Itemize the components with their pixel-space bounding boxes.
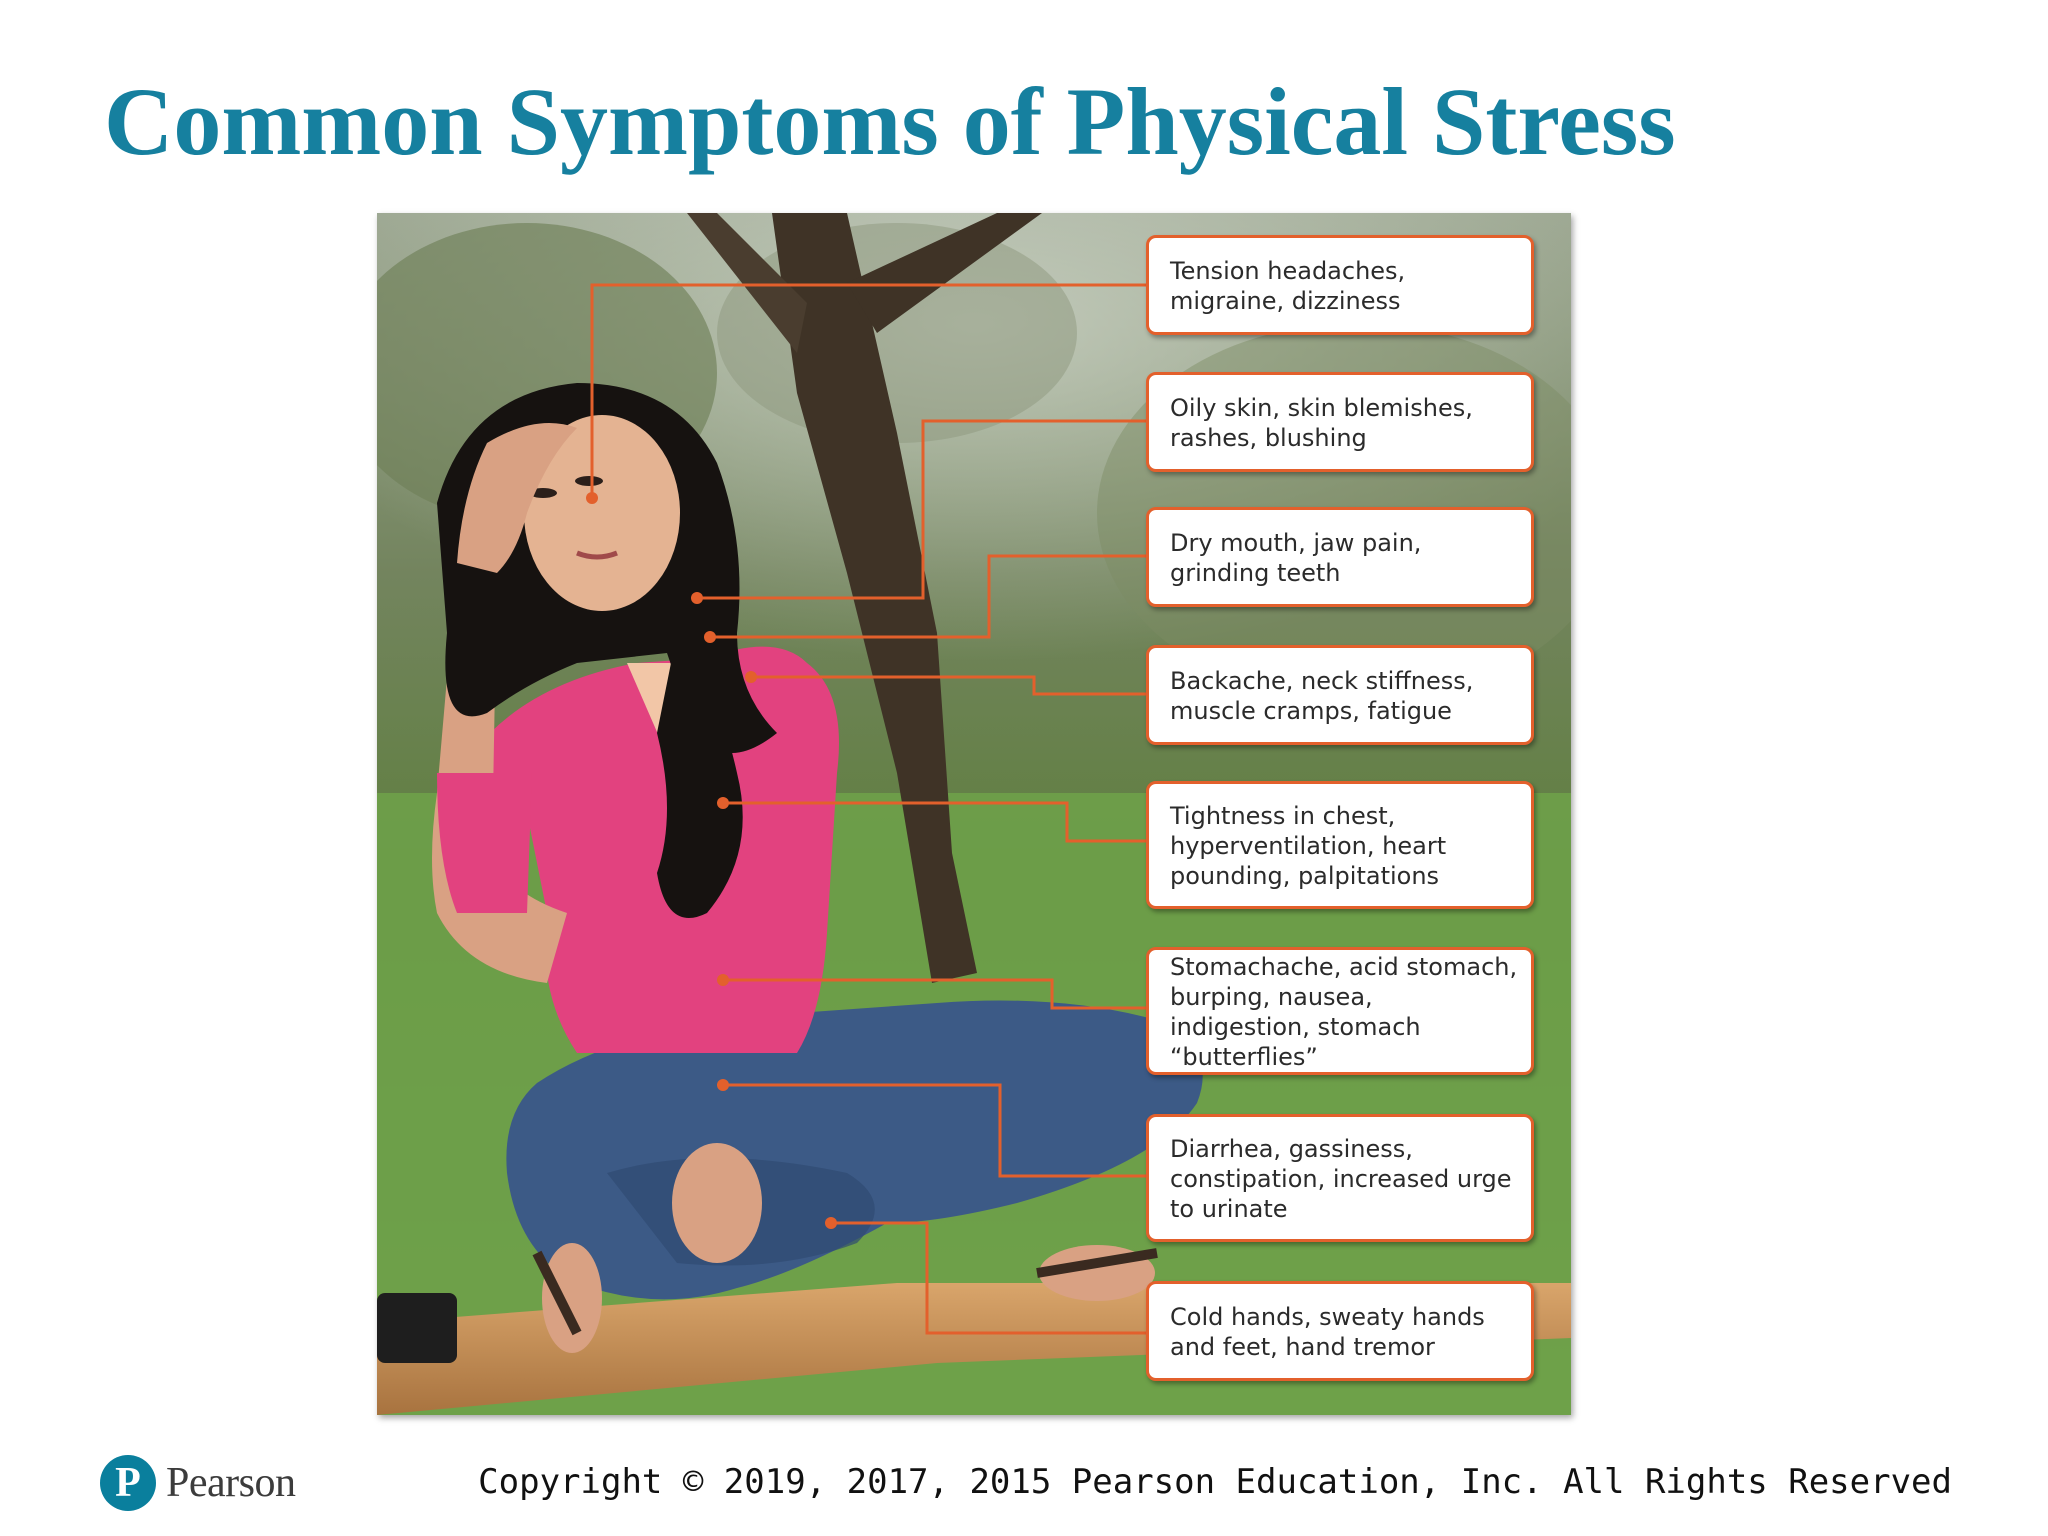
hand bbox=[672, 1143, 762, 1263]
callout-hands bbox=[1146, 1281, 1534, 1381]
callout-chest bbox=[1146, 781, 1534, 909]
leader-dot-chest bbox=[717, 797, 729, 809]
callout-skin bbox=[1146, 372, 1534, 472]
callout-bowel bbox=[1146, 1114, 1534, 1242]
callout-text: Backache, neck stiffness, muscle cramps, fatigue bbox=[1170, 666, 1474, 725]
foliage bbox=[717, 223, 1077, 443]
callout-head bbox=[1146, 235, 1534, 335]
leader-dot-mouth bbox=[704, 631, 716, 643]
leader-dot-hands bbox=[825, 1217, 837, 1229]
leader-dot-stomach bbox=[717, 974, 729, 986]
leader-dot-bowel bbox=[717, 1079, 729, 1091]
pearson-logo bbox=[100, 1455, 295, 1511]
leader-dot-skin bbox=[691, 592, 703, 604]
pearson-p-icon: P bbox=[100, 1455, 156, 1511]
foot bbox=[542, 1243, 602, 1353]
camera bbox=[377, 1293, 457, 1363]
symptoms-figure bbox=[377, 213, 1571, 1415]
callout-text: Stomachache, acid stomach, burping, nausea, indigestion, stomach “butterflies” bbox=[1170, 952, 1518, 1071]
callout-back bbox=[1146, 645, 1534, 745]
leader-dot-back bbox=[745, 671, 757, 683]
pearson-wordmark: Pearson bbox=[166, 1460, 296, 1506]
callout-text: Diarrhea, gassiness, constipation, increased urge to urinate bbox=[1170, 1134, 1512, 1223]
callout-text: Cold hands, sweaty hands and feet, hand tremor bbox=[1170, 1302, 1485, 1361]
leader-dot-head bbox=[586, 492, 598, 504]
slide-title: Common Symptoms of Physical Stress bbox=[104, 68, 1676, 175]
callout-text: Oily skin, skin blemishes, rashes, blushing bbox=[1170, 393, 1473, 452]
sleeve bbox=[437, 773, 532, 913]
callout-stomach bbox=[1146, 947, 1534, 1075]
eye bbox=[575, 476, 603, 486]
callout-text: Tension headaches, migraine, dizziness bbox=[1170, 256, 1406, 315]
callout-text: Dry mouth, jaw pain, grinding teeth bbox=[1170, 528, 1422, 587]
copyright-notice: Copyright © 2019, 2017, 2015 Pearson Education, Inc. All Rights Reserved bbox=[478, 1462, 1952, 1502]
callout-mouth bbox=[1146, 507, 1534, 607]
callout-text: Tightness in chest, hyperventilation, heart pounding, palpitations bbox=[1170, 801, 1447, 890]
